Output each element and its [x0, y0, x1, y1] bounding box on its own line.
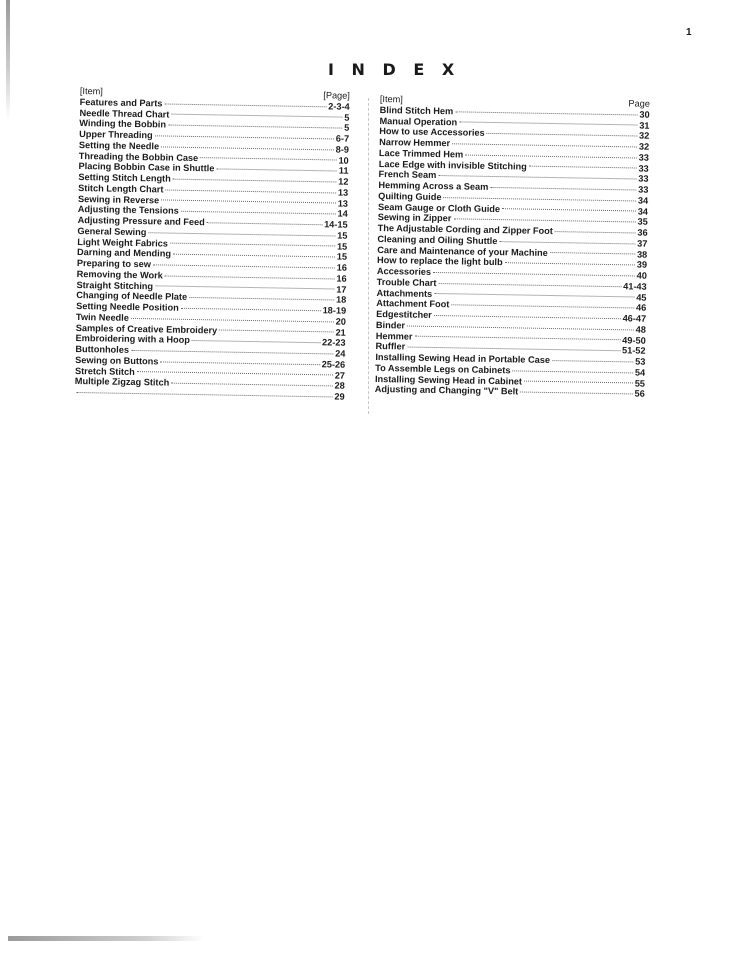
entry-title: Hemming Across a Seam — [378, 179, 489, 192]
entry-title: Seam Gauge or Cloth Guide — [377, 201, 501, 214]
entry-page: 32 — [638, 130, 650, 141]
dot-leader — [438, 175, 636, 179]
entry-page: 56 — [634, 388, 645, 399]
right-page-header: Page — [628, 98, 650, 109]
dot-leader — [529, 166, 637, 169]
index-right-column — [375, 94, 650, 400]
entry-title: Setting Needle Position — [76, 300, 179, 313]
entry-title: Setting the Needle — [78, 139, 160, 152]
entry-title: Sewing in Zipper — [377, 212, 452, 224]
entry-title: Light Weight Fabrics — [77, 236, 169, 249]
dot-leader — [155, 135, 334, 139]
entry-page: 17 — [336, 284, 347, 295]
entry-page: 20 — [335, 316, 347, 327]
left-entry-list — [75, 97, 350, 403]
entry-page: 21 — [335, 326, 346, 338]
entry-title: Changing of Needle Plate — [76, 290, 188, 303]
dot-leader — [520, 392, 632, 395]
entry-title: Care and Maintenance of your Machine — [377, 244, 548, 258]
entry-page: 36 — [637, 227, 648, 238]
entry-page: 18-19 — [322, 305, 347, 316]
dot-leader — [433, 272, 635, 277]
dot-leader — [77, 392, 333, 397]
entry-title: Placing Bobbin Case in Shuttle — [78, 161, 215, 174]
scan-edge-bottom — [8, 936, 204, 941]
entry-page: 14-15 — [324, 219, 348, 230]
entry-page: 46 — [635, 302, 647, 313]
entry-page: 2-3-4 — [328, 101, 350, 112]
dot-leader — [524, 381, 633, 384]
entry-title: The Adjustable Cording and Zipper Foot — [377, 222, 553, 237]
entry-page: 45 — [636, 292, 647, 303]
dot-leader — [502, 209, 636, 212]
dot-leader — [552, 360, 633, 362]
entry-page: 48 — [635, 324, 647, 335]
entry-page: 25-26 — [321, 359, 346, 370]
entry-title: Threading the Bobbin Case — [78, 150, 199, 163]
entry-title: Ruffler — [375, 341, 406, 352]
dot-leader — [415, 336, 621, 341]
entry-page: 5 — [344, 112, 350, 123]
entry-title: How to replace the light bulb — [377, 255, 503, 268]
entry-title: Attachments — [376, 287, 433, 299]
entry-page: 13 — [337, 187, 349, 198]
entry-title: Trouble Chart — [376, 276, 437, 288]
dot-leader — [216, 169, 336, 172]
dot-leader — [153, 264, 335, 268]
dot-leader — [148, 232, 335, 236]
entry-title: To Assemble Legs on Cabinets — [375, 362, 511, 376]
left-page-header: [Page] — [323, 90, 350, 101]
dot-leader — [161, 200, 336, 204]
dot-leader — [434, 315, 621, 319]
entry-page: 6-7 — [335, 133, 350, 144]
dot-leader — [499, 241, 635, 244]
entry-page: 10 — [338, 155, 349, 166]
dot-leader — [192, 340, 320, 343]
entry-title: Features and Parts — [79, 96, 163, 109]
dot-leader — [173, 179, 336, 183]
entry-title: Needle Thread Chart — [79, 107, 170, 120]
entry-page: 53 — [635, 356, 646, 367]
entry-page: 22-23 — [321, 337, 346, 348]
left-item-header: [Item] — [79, 86, 103, 97]
scan-edge-left — [6, 0, 10, 120]
dot-leader — [487, 133, 637, 137]
entry-page: 15 — [337, 230, 348, 241]
dot-leader — [181, 308, 321, 311]
entry-title: Sewing on Buttons — [75, 354, 159, 367]
entry-title: Upper Threading — [79, 128, 153, 141]
page-number: 1 — [686, 27, 692, 38]
entry-page: 33 — [638, 163, 649, 174]
dot-leader — [512, 370, 632, 373]
entry-title: Binder — [375, 319, 406, 331]
entry-page: 12 — [338, 176, 349, 187]
entry-title: Setting Stitch Length — [78, 171, 171, 184]
entry-title: Installing Sewing Head in Cabinet — [374, 373, 523, 387]
dot-leader — [131, 318, 334, 323]
dot-leader — [171, 114, 342, 118]
entry-page: 8-9 — [335, 144, 350, 155]
entry-title: Sewing in Reverse — [77, 193, 160, 205]
entry-page: 46-47 — [622, 313, 647, 324]
entry-page: 33 — [638, 152, 650, 163]
dot-leader — [207, 222, 322, 225]
entry-page: 51-52 — [621, 345, 646, 356]
entry-page: 24 — [335, 348, 346, 359]
entry-page: 39 — [636, 259, 648, 270]
entry-page: 34 — [637, 195, 649, 206]
entry-title: Removing the Work — [76, 268, 163, 281]
entry-title: Adjusting Pressure and Feed — [77, 214, 205, 228]
entry-page: 15 — [336, 251, 348, 262]
dot-leader — [171, 383, 332, 387]
dot-leader — [189, 297, 334, 301]
entry-title: Quilting Guide — [378, 190, 442, 202]
entry-title: Adjusting and Changing "V" Belt — [374, 384, 519, 397]
dot-leader — [160, 361, 319, 365]
entry-title: How to use Accessories — [379, 126, 485, 139]
entry-page: 30 — [639, 109, 650, 120]
entry-title: Lace Trimmed Hem — [378, 147, 464, 160]
entry-title: Stitch Length Chart — [78, 182, 164, 195]
dot-leader — [137, 371, 333, 375]
dot-leader — [173, 254, 335, 258]
entry-title: Twin Needle — [75, 311, 129, 323]
entry-page: 31 — [639, 120, 650, 131]
dot-leader — [170, 243, 335, 247]
entry-title: Stretch Stitch — [74, 365, 135, 377]
dot-leader — [438, 283, 621, 287]
entry-title: Accessories — [376, 265, 432, 277]
entry-page: 37 — [637, 238, 648, 249]
entry-title: Embroidering with a Hoop — [75, 333, 191, 346]
entry-page: 41-43 — [623, 281, 647, 292]
dot-leader — [459, 122, 637, 126]
index-title: I N D E X — [328, 60, 461, 79]
dot-leader — [164, 103, 326, 107]
entry-page: 32 — [638, 141, 650, 152]
entry-title: French Seam — [378, 169, 437, 181]
entry-title: Blind Stitch Hem — [379, 104, 454, 117]
entry-page: 18 — [335, 294, 347, 305]
dot-leader — [165, 275, 335, 279]
dot-leader — [165, 189, 336, 193]
right-entry-list — [375, 105, 650, 400]
entry-title: Edgestitcher — [376, 308, 432, 320]
entry-page: 29 — [334, 391, 345, 402]
entry-page: 33 — [638, 184, 649, 195]
entry-title: Buttonholes — [75, 343, 130, 355]
entry-page: 33 — [638, 173, 649, 184]
dot-leader — [131, 350, 333, 355]
index-left-column — [75, 86, 350, 402]
right-item-header: [Item] — [379, 94, 403, 105]
entry-page: 34 — [637, 206, 649, 217]
entry-title: Manual Operation — [379, 115, 458, 127]
entry-title: Samples of Creative Embroidery — [75, 322, 218, 335]
entry-page: 16 — [336, 262, 347, 273]
dot-leader — [407, 347, 620, 352]
entry-title: Attachment Foot — [376, 298, 450, 310]
dot-leader — [455, 111, 637, 115]
entry-page: 35 — [637, 216, 648, 227]
entry-page: 54 — [634, 367, 646, 378]
dot-leader — [168, 125, 342, 129]
dot-leader — [407, 325, 634, 330]
entry-page: 13 — [337, 198, 349, 209]
entry-title: Preparing to sew — [76, 257, 152, 270]
entry-title: Narrow Hemmer — [379, 136, 451, 149]
entry-page: 16 — [336, 273, 347, 284]
entry-title: Lace Edge with invisible Stitching — [378, 158, 527, 172]
dot-leader — [452, 143, 637, 147]
entry-page: 15 — [336, 241, 348, 252]
entry-title: Installing Sewing Head in Portable Case — [375, 351, 551, 366]
entry-page: 11 — [338, 165, 349, 176]
dot-leader — [219, 330, 333, 333]
dot-leader — [161, 146, 334, 150]
entry-title: Hemmer — [375, 330, 413, 342]
entry-title: Multiple Zigzag Stitch — [74, 376, 170, 388]
dot-leader — [434, 293, 634, 297]
entry-title: Straight Stitching — [76, 279, 154, 291]
entry-title: General Sewing — [77, 225, 147, 237]
column-divider — [368, 98, 369, 414]
dot-leader — [155, 286, 334, 290]
dot-leader — [200, 157, 336, 160]
dot-leader — [550, 252, 635, 254]
entry-page: 38 — [636, 249, 648, 260]
entry-title: Cleaning and Oiling Shuttle — [377, 233, 498, 246]
dot-leader — [490, 187, 636, 191]
dot-leader — [451, 304, 634, 308]
entry-title: Darning and Mending — [77, 247, 172, 259]
dot-leader — [443, 197, 635, 201]
entry-page: 49-50 — [622, 334, 646, 346]
dot-leader — [181, 211, 336, 215]
entry-page: 27 — [334, 369, 346, 381]
entry-page: 28 — [334, 380, 345, 391]
dot-leader — [453, 218, 635, 222]
entry-page: 40 — [636, 270, 647, 281]
entry-title: Adjusting the Tensions — [77, 204, 179, 216]
dot-leader — [555, 231, 636, 233]
entry-page: 55 — [634, 377, 646, 389]
entry-page: 5 — [344, 122, 350, 133]
entry-page: 14 — [337, 208, 348, 219]
dot-leader — [505, 262, 635, 265]
dot-leader — [465, 154, 636, 158]
entry-title: Winding the Bobbin — [79, 118, 167, 130]
